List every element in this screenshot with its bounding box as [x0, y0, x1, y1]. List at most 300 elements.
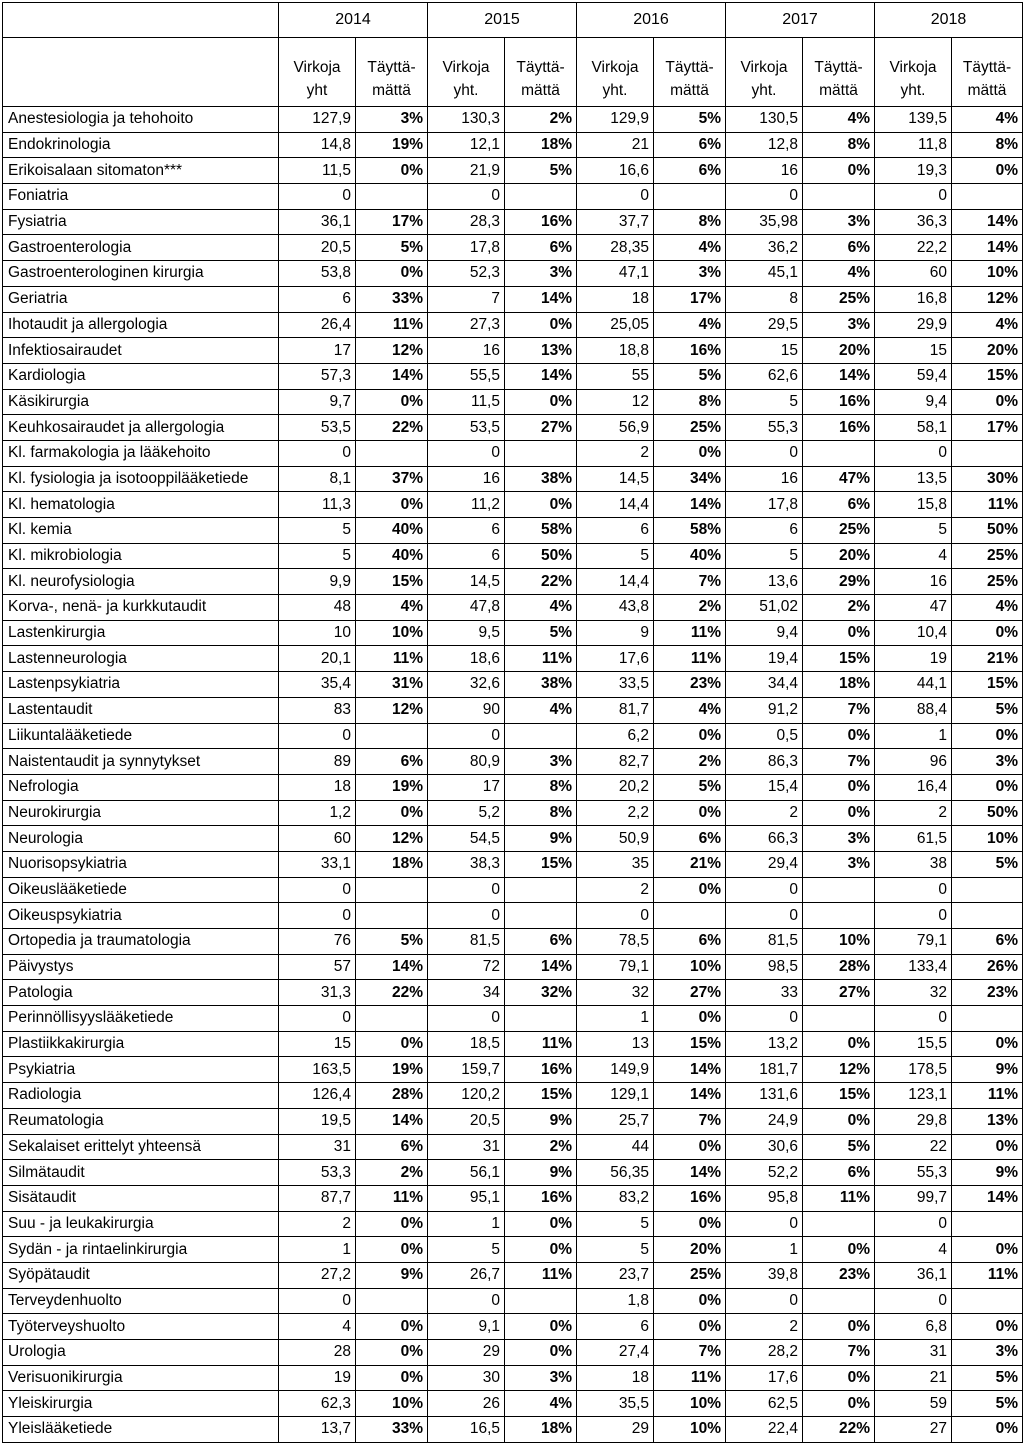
- positions-total-cell: 26,4: [279, 312, 356, 338]
- positions-total-cell: 0: [279, 1006, 356, 1032]
- positions-total-cell: 149,9: [577, 1057, 654, 1083]
- positions-total-cell: 79,1: [875, 929, 952, 955]
- unfilled-percent-cell: 0%: [356, 1314, 428, 1340]
- unfilled-percent-cell: 4%: [952, 595, 1023, 621]
- positions-total-cell: 0: [428, 1006, 505, 1032]
- positions-total-cell: 99,7: [875, 1185, 952, 1211]
- virkoja-header: Virkoja yht.: [875, 38, 952, 107]
- positions-total-cell: 72: [428, 954, 505, 980]
- positions-total-cell: 38,3: [428, 851, 505, 877]
- unfilled-percent-cell: 4%: [654, 235, 726, 261]
- specialty-name: Työterveyshuolto: [3, 1314, 279, 1340]
- positions-total-cell: 56,1: [428, 1160, 505, 1186]
- specialty-name: Fysiatria: [3, 209, 279, 235]
- positions-total-cell: 2: [875, 800, 952, 826]
- positions-total-cell: 0: [726, 440, 803, 466]
- positions-total-cell: 0: [428, 723, 505, 749]
- positions-total-cell: 0: [428, 1288, 505, 1314]
- positions-total-cell: 28: [279, 1340, 356, 1366]
- positions-total-cell: 11,8: [875, 132, 952, 158]
- positions-total-cell: 1: [279, 1237, 356, 1263]
- specialty-name: Keuhkosairaudet ja allergologia: [3, 415, 279, 441]
- unfilled-percent-cell: 3%: [803, 209, 875, 235]
- positions-total-cell: 5: [279, 518, 356, 544]
- positions-total-cell: 17,6: [726, 1365, 803, 1391]
- unfilled-percent-cell: [505, 440, 577, 466]
- unfilled-percent-cell: 0%: [952, 1237, 1023, 1263]
- unfilled-percent-cell: 0%: [654, 1211, 726, 1237]
- unfilled-percent-cell: 2%: [654, 749, 726, 775]
- positions-total-cell: 54,5: [428, 826, 505, 852]
- positions-total-cell: 163,5: [279, 1057, 356, 1083]
- unfilled-percent-cell: 19%: [356, 1057, 428, 1083]
- unfilled-percent-cell: 3%: [654, 261, 726, 287]
- positions-total-cell: 28,2: [726, 1340, 803, 1366]
- table-row: [3, 132, 1023, 158]
- positions-total-cell: 36,2: [726, 235, 803, 261]
- unfilled-percent-cell: 4%: [952, 107, 1023, 133]
- positions-total-cell: 53,5: [279, 415, 356, 441]
- unfilled-percent-cell: [505, 1288, 577, 1314]
- positions-total-cell: 14,4: [577, 492, 654, 518]
- positions-total-cell: 0: [279, 877, 356, 903]
- specialty-name: Nuorisopsykiatria: [3, 851, 279, 877]
- table-row: [3, 1237, 1023, 1263]
- positions-total-cell: 59: [875, 1391, 952, 1417]
- specialty-name: Oikeuspsykiatria: [3, 903, 279, 929]
- positions-total-cell: 57: [279, 954, 356, 980]
- unfilled-percent-cell: 15%: [505, 1083, 577, 1109]
- positions-total-cell: 89: [279, 749, 356, 775]
- unfilled-percent-cell: 50%: [952, 518, 1023, 544]
- unfilled-percent-cell: 15%: [654, 1031, 726, 1057]
- positions-total-cell: 32,6: [428, 672, 505, 698]
- unfilled-percent-cell: 16%: [654, 338, 726, 364]
- positions-total-cell: 29,4: [726, 851, 803, 877]
- positions-total-cell: 123,1: [875, 1083, 952, 1109]
- unfilled-percent-cell: 6%: [654, 158, 726, 184]
- unfilled-percent-cell: [803, 440, 875, 466]
- table-row: [3, 774, 1023, 800]
- unfilled-percent-cell: 14%: [356, 954, 428, 980]
- unfilled-percent-cell: 27%: [654, 980, 726, 1006]
- unfilled-percent-cell: [356, 1006, 428, 1032]
- unfilled-percent-cell: 15%: [803, 646, 875, 672]
- unfilled-percent-cell: 14%: [505, 286, 577, 312]
- positions-total-cell: 2: [726, 800, 803, 826]
- positions-total-cell: 52,3: [428, 261, 505, 287]
- positions-total-cell: 4: [875, 1237, 952, 1263]
- unfilled-percent-cell: 11%: [654, 646, 726, 672]
- unfilled-percent-cell: 11%: [356, 312, 428, 338]
- positions-total-cell: 0: [428, 903, 505, 929]
- unfilled-percent-cell: 16%: [505, 1185, 577, 1211]
- specialty-name: Nefrologia: [3, 774, 279, 800]
- positions-total-cell: 22,2: [875, 235, 952, 261]
- unfilled-percent-cell: 11%: [952, 492, 1023, 518]
- positions-total-cell: 88,4: [875, 697, 952, 723]
- unfilled-percent-cell: 6%: [356, 749, 428, 775]
- unfilled-percent-cell: 0%: [952, 1031, 1023, 1057]
- positions-total-cell: 47: [875, 595, 952, 621]
- positions-total-cell: 13,6: [726, 569, 803, 595]
- table-row: [3, 1057, 1023, 1083]
- positions-total-cell: 17: [428, 774, 505, 800]
- unfilled-percent-cell: 25%: [803, 286, 875, 312]
- virkoja-header: Virkoja yht.: [428, 38, 505, 107]
- unfilled-percent-cell: 10%: [803, 929, 875, 955]
- unfilled-percent-cell: 17%: [356, 209, 428, 235]
- unfilled-percent-cell: 8%: [803, 132, 875, 158]
- unfilled-percent-cell: 20%: [654, 1237, 726, 1263]
- unfilled-percent-cell: 0%: [952, 1314, 1023, 1340]
- unfilled-percent-cell: [803, 1288, 875, 1314]
- table-row: [3, 1031, 1023, 1057]
- unfilled-percent-cell: 0%: [654, 723, 726, 749]
- unfilled-percent-cell: [356, 184, 428, 210]
- unfilled-percent-cell: 3%: [803, 312, 875, 338]
- table-row: [3, 1134, 1023, 1160]
- unfilled-percent-cell: 40%: [356, 518, 428, 544]
- positions-total-cell: 31: [428, 1134, 505, 1160]
- unfilled-percent-cell: 11%: [654, 620, 726, 646]
- unfilled-percent-cell: 10%: [356, 1391, 428, 1417]
- unfilled-percent-cell: 12%: [356, 697, 428, 723]
- positions-total-cell: 62,6: [726, 363, 803, 389]
- positions-total-cell: 16: [726, 466, 803, 492]
- table-row: [3, 1108, 1023, 1134]
- unfilled-percent-cell: 7%: [803, 697, 875, 723]
- unfilled-percent-cell: 14%: [803, 363, 875, 389]
- specialty-name: Kl. hematologia: [3, 492, 279, 518]
- positions-total-cell: 19: [875, 646, 952, 672]
- unfilled-percent-cell: 22%: [803, 1417, 875, 1443]
- positions-total-cell: 31,3: [279, 980, 356, 1006]
- positions-total-cell: 2,2: [577, 800, 654, 826]
- table-row: [3, 1340, 1023, 1366]
- table-row: [3, 261, 1023, 287]
- unfilled-percent-cell: 11%: [803, 1185, 875, 1211]
- table-row: [3, 286, 1023, 312]
- positions-total-cell: 56,35: [577, 1160, 654, 1186]
- unfilled-percent-cell: 2%: [505, 1134, 577, 1160]
- year-header-row: [3, 3, 1023, 38]
- positions-total-cell: 55,3: [726, 415, 803, 441]
- positions-total-cell: 13,2: [726, 1031, 803, 1057]
- unfilled-percent-cell: 50%: [505, 543, 577, 569]
- positions-total-cell: 2: [279, 1211, 356, 1237]
- unfilled-percent-cell: 7%: [654, 1108, 726, 1134]
- unfilled-percent-cell: 15%: [952, 363, 1023, 389]
- positions-total-cell: 2: [726, 1314, 803, 1340]
- positions-total-cell: 20,5: [279, 235, 356, 261]
- unfilled-percent-cell: 25%: [803, 518, 875, 544]
- unfilled-percent-cell: 0%: [952, 723, 1023, 749]
- positions-total-cell: 35: [577, 851, 654, 877]
- positions-total-cell: 1,8: [577, 1288, 654, 1314]
- positions-total-cell: 86,3: [726, 749, 803, 775]
- table-row: [3, 851, 1023, 877]
- unfilled-percent-cell: 0%: [505, 389, 577, 415]
- specialty-name: Sydän - ja rintaelinkirurgia: [3, 1237, 279, 1263]
- specialty-name: Endokrinologia: [3, 132, 279, 158]
- positions-total-cell: 126,4: [279, 1083, 356, 1109]
- positions-total-cell: 39,8: [726, 1262, 803, 1288]
- positions-total-cell: 129,9: [577, 107, 654, 133]
- unfilled-percent-cell: 3%: [952, 749, 1023, 775]
- unfilled-percent-cell: 8%: [505, 800, 577, 826]
- positions-total-cell: 96: [875, 749, 952, 775]
- positions-total-cell: 5: [726, 389, 803, 415]
- table-body: [3, 107, 1023, 1443]
- unfilled-percent-cell: 32%: [505, 980, 577, 1006]
- unfilled-percent-cell: 5%: [356, 929, 428, 955]
- unfilled-percent-cell: 3%: [803, 851, 875, 877]
- positions-total-cell: 21: [577, 132, 654, 158]
- specialty-name: Neurologia: [3, 826, 279, 852]
- positions-total-cell: 5: [577, 1237, 654, 1263]
- positions-total-cell: 48: [279, 595, 356, 621]
- unfilled-percent-cell: 22%: [356, 415, 428, 441]
- unfilled-percent-cell: 37%: [356, 466, 428, 492]
- table-row: [3, 363, 1023, 389]
- unfilled-percent-cell: [654, 903, 726, 929]
- positions-total-cell: 0: [428, 184, 505, 210]
- table-row: [3, 466, 1023, 492]
- positions-total-cell: 0: [875, 1288, 952, 1314]
- positions-total-cell: 0: [875, 184, 952, 210]
- table-row: [3, 1314, 1023, 1340]
- corner-cell: [3, 3, 279, 38]
- unfilled-percent-cell: 0%: [356, 1340, 428, 1366]
- positions-total-cell: 82,7: [577, 749, 654, 775]
- positions-total-cell: 33,1: [279, 851, 356, 877]
- unfilled-percent-cell: 15%: [952, 672, 1023, 698]
- positions-total-cell: 66,3: [726, 826, 803, 852]
- table-row: [3, 440, 1023, 466]
- tayttamatta-header: Täyttä- mättä: [803, 38, 875, 107]
- specialty-name: Oikeuslääketiede: [3, 877, 279, 903]
- positions-total-cell: 79,1: [577, 954, 654, 980]
- unfilled-percent-cell: 0%: [654, 1288, 726, 1314]
- positions-total-cell: 30: [428, 1365, 505, 1391]
- unfilled-percent-cell: 6%: [505, 235, 577, 261]
- unfilled-percent-cell: 8%: [654, 209, 726, 235]
- positions-total-cell: 81,7: [577, 697, 654, 723]
- positions-total-cell: 28,35: [577, 235, 654, 261]
- positions-total-cell: 25,05: [577, 312, 654, 338]
- positions-total-cell: 1: [428, 1211, 505, 1237]
- positions-total-cell: 5: [875, 518, 952, 544]
- unfilled-percent-cell: 4%: [356, 595, 428, 621]
- tayttamatta-header: Täyttä- mättä: [505, 38, 577, 107]
- positions-total-cell: 53,5: [428, 415, 505, 441]
- positions-total-cell: 0: [279, 1288, 356, 1314]
- unfilled-percent-cell: 0%: [803, 774, 875, 800]
- positions-total-cell: 1: [577, 1006, 654, 1032]
- positions-total-cell: 4: [279, 1314, 356, 1340]
- unfilled-percent-cell: 9%: [505, 1108, 577, 1134]
- unfilled-percent-cell: 16%: [505, 1057, 577, 1083]
- table-row: [3, 903, 1023, 929]
- unfilled-percent-cell: 6%: [505, 929, 577, 955]
- year-header: 2018: [875, 3, 1023, 38]
- unfilled-percent-cell: 0%: [356, 261, 428, 287]
- unfilled-percent-cell: 0%: [952, 620, 1023, 646]
- unfilled-percent-cell: 7%: [654, 1340, 726, 1366]
- unfilled-percent-cell: 6%: [654, 929, 726, 955]
- unfilled-percent-cell: 11%: [505, 1262, 577, 1288]
- table-row: [3, 1006, 1023, 1032]
- positions-total-cell: 16,8: [875, 286, 952, 312]
- positions-total-cell: 33,5: [577, 672, 654, 698]
- positions-total-cell: 29,8: [875, 1108, 952, 1134]
- positions-total-cell: 0: [726, 903, 803, 929]
- table-row: [3, 672, 1023, 698]
- unfilled-percent-cell: [356, 440, 428, 466]
- unfilled-percent-cell: 21%: [654, 851, 726, 877]
- positions-total-cell: 87,7: [279, 1185, 356, 1211]
- unfilled-percent-cell: 27%: [505, 415, 577, 441]
- virkoja-header: Virkoja yht.: [726, 38, 803, 107]
- positions-total-cell: 0,5: [726, 723, 803, 749]
- positions-total-cell: 27,2: [279, 1262, 356, 1288]
- positions-total-cell: 0: [726, 1006, 803, 1032]
- positions-total-cell: 6,8: [875, 1314, 952, 1340]
- specialty-name: Lastenpsykiatria: [3, 672, 279, 698]
- unfilled-percent-cell: 27%: [803, 980, 875, 1006]
- positions-total-cell: 11,2: [428, 492, 505, 518]
- positions-total-cell: 10: [279, 620, 356, 646]
- table-row: [3, 1262, 1023, 1288]
- table-row: [3, 1083, 1023, 1109]
- positions-total-cell: 80,9: [428, 749, 505, 775]
- unfilled-percent-cell: [356, 723, 428, 749]
- positions-total-cell: 81,5: [428, 929, 505, 955]
- unfilled-percent-cell: 40%: [654, 543, 726, 569]
- positions-total-cell: 56,9: [577, 415, 654, 441]
- table-row: [3, 1160, 1023, 1186]
- table-row: [3, 877, 1023, 903]
- positions-total-cell: 13: [577, 1031, 654, 1057]
- table-row: [3, 1185, 1023, 1211]
- unfilled-percent-cell: 4%: [505, 595, 577, 621]
- unfilled-percent-cell: 6%: [952, 929, 1023, 955]
- positions-total-cell: 0: [875, 1006, 952, 1032]
- unfilled-percent-cell: 8%: [505, 774, 577, 800]
- vacancy-table: [2, 2, 1023, 1443]
- year-header: 2014: [279, 3, 428, 38]
- positions-total-cell: 6: [428, 518, 505, 544]
- positions-total-cell: 18: [577, 286, 654, 312]
- positions-total-cell: 18,6: [428, 646, 505, 672]
- specialty-name: Kl. neurofysiologia: [3, 569, 279, 595]
- positions-total-cell: 16: [875, 569, 952, 595]
- unfilled-percent-cell: 34%: [654, 466, 726, 492]
- table-row: [3, 1288, 1023, 1314]
- unfilled-percent-cell: 0%: [952, 774, 1023, 800]
- positions-total-cell: 30,6: [726, 1134, 803, 1160]
- positions-total-cell: 22,4: [726, 1417, 803, 1443]
- unfilled-percent-cell: 5%: [952, 851, 1023, 877]
- unfilled-percent-cell: 14%: [654, 492, 726, 518]
- positions-total-cell: 0: [428, 440, 505, 466]
- positions-total-cell: 17: [279, 338, 356, 364]
- unfilled-percent-cell: 15%: [356, 569, 428, 595]
- unfilled-percent-cell: [505, 1006, 577, 1032]
- unfilled-percent-cell: 0%: [952, 389, 1023, 415]
- positions-total-cell: 17,8: [428, 235, 505, 261]
- unfilled-percent-cell: 11%: [356, 646, 428, 672]
- positions-total-cell: 27: [875, 1417, 952, 1443]
- positions-total-cell: 32: [577, 980, 654, 1006]
- unfilled-percent-cell: 33%: [356, 1417, 428, 1443]
- positions-total-cell: 55: [577, 363, 654, 389]
- tayttamatta-header: Täyttä- mättä: [356, 38, 428, 107]
- positions-total-cell: 26: [428, 1391, 505, 1417]
- positions-total-cell: 5: [577, 1211, 654, 1237]
- positions-total-cell: 21: [875, 1365, 952, 1391]
- table-row: [3, 800, 1023, 826]
- positions-total-cell: 0: [577, 903, 654, 929]
- specialty-name: Lastenkirurgia: [3, 620, 279, 646]
- unfilled-percent-cell: 3%: [803, 826, 875, 852]
- positions-total-cell: 58,1: [875, 415, 952, 441]
- unfilled-percent-cell: 5%: [952, 697, 1023, 723]
- positions-total-cell: 34: [428, 980, 505, 1006]
- unfilled-percent-cell: 8%: [952, 132, 1023, 158]
- unfilled-percent-cell: 11%: [505, 646, 577, 672]
- positions-total-cell: 47,8: [428, 595, 505, 621]
- unfilled-percent-cell: 14%: [952, 1185, 1023, 1211]
- unfilled-percent-cell: 5%: [654, 774, 726, 800]
- unfilled-percent-cell: [803, 184, 875, 210]
- positions-total-cell: 35,5: [577, 1391, 654, 1417]
- unfilled-percent-cell: 20%: [803, 338, 875, 364]
- positions-total-cell: 178,5: [875, 1057, 952, 1083]
- unfilled-percent-cell: 0%: [803, 800, 875, 826]
- specialty-name: Sekalaiset erittelyt yhteensä: [3, 1134, 279, 1160]
- unfilled-percent-cell: 5%: [803, 1134, 875, 1160]
- positions-total-cell: 159,7: [428, 1057, 505, 1083]
- table-row: [3, 1365, 1023, 1391]
- positions-total-cell: 78,5: [577, 929, 654, 955]
- table-row: [3, 749, 1023, 775]
- table-row: [3, 158, 1023, 184]
- unfilled-percent-cell: 4%: [803, 261, 875, 287]
- positions-total-cell: 13,5: [875, 466, 952, 492]
- unfilled-percent-cell: 22%: [356, 980, 428, 1006]
- positions-total-cell: 24,9: [726, 1108, 803, 1134]
- positions-total-cell: 22: [875, 1134, 952, 1160]
- positions-total-cell: 98,5: [726, 954, 803, 980]
- positions-total-cell: 0: [279, 184, 356, 210]
- positions-total-cell: 13,7: [279, 1417, 356, 1443]
- specialty-name: Naistentaudit ja synnytykset: [3, 749, 279, 775]
- unfilled-percent-cell: 2%: [803, 595, 875, 621]
- positions-total-cell: 9,5: [428, 620, 505, 646]
- unfilled-percent-cell: 14%: [654, 1057, 726, 1083]
- positions-total-cell: 1: [726, 1237, 803, 1263]
- virkoja-header: Virkoja yht.: [577, 38, 654, 107]
- unfilled-percent-cell: 21%: [952, 646, 1023, 672]
- positions-total-cell: 14,5: [428, 569, 505, 595]
- positions-total-cell: 32: [875, 980, 952, 1006]
- table-row: [3, 235, 1023, 261]
- unfilled-percent-cell: 6%: [654, 132, 726, 158]
- table-row: [3, 1391, 1023, 1417]
- unfilled-percent-cell: [952, 1288, 1023, 1314]
